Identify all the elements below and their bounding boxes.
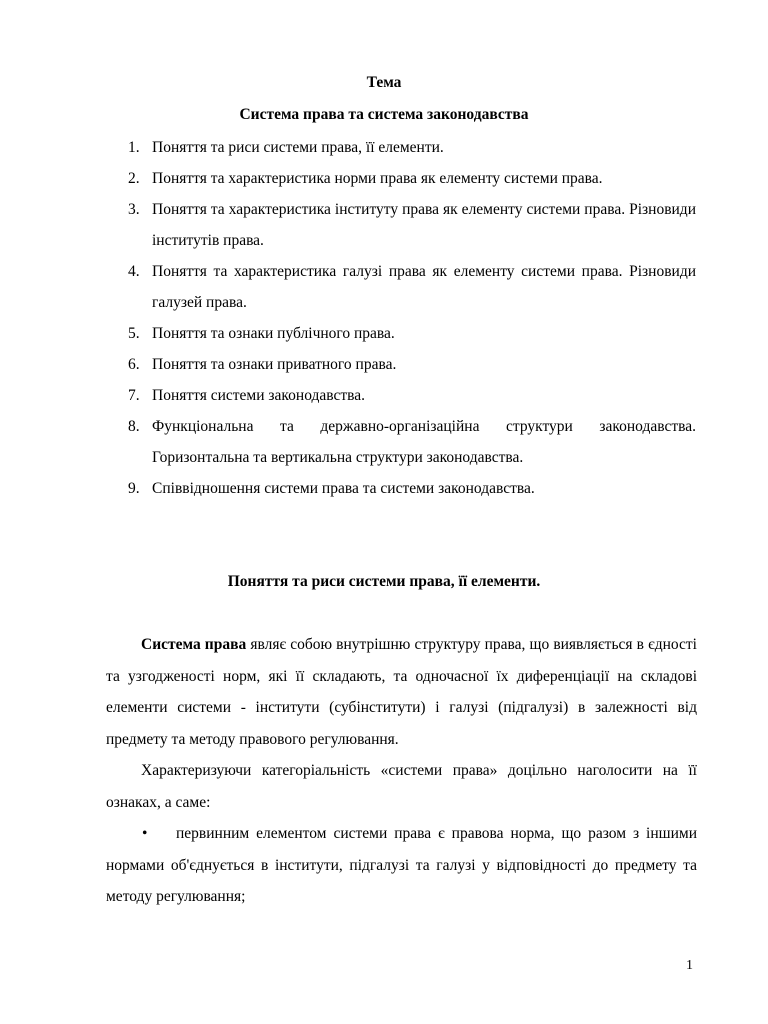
topics-list	[106, 132, 696, 504]
list-item-number: 7.	[128, 387, 140, 404]
list-item-number: 3.	[128, 201, 140, 218]
list-item-text: Поняття та риси системи права, її елементи.	[152, 139, 444, 156]
bold-term: Система права	[141, 636, 247, 653]
list-item-text: Поняття та ознаки приватного права.	[152, 356, 397, 373]
list-item-number: 2.	[128, 170, 140, 187]
list-item-text: Функціональна та державно-організаційна структури законодавства. Горизонтальна та вертикальна структури законодавства.	[152, 418, 696, 466]
list-item	[106, 411, 696, 473]
bullet-icon: •	[142, 825, 148, 842]
list-item-number: 8.	[128, 418, 140, 435]
paragraph-text: Характеризуючи категоріальність «системи права» доцільно наголосити на її ознаках, а саме:	[106, 762, 697, 811]
list-item	[106, 349, 696, 380]
list-item-text: Поняття та характеристика галузі права як елементу системи права. Різновиди галузей права.	[152, 263, 696, 311]
paragraph-text: являє собою внутрішню структуру права, що виявляється в єдності та узгодженості норм, які її складають, та одночасної їх диференціації на складові елементи системи - інститути (субінститути) і галузі (підгалузі) в залежності від предмету та методу правового регулювання.	[106, 636, 697, 748]
list-item	[106, 163, 696, 194]
list-item-text: Поняття та характеристика норми права як елементу системи права.	[152, 170, 603, 187]
list-item-number: 1.	[128, 139, 140, 156]
list-item	[106, 380, 696, 411]
list-item	[106, 132, 696, 163]
list-item-number: 5.	[128, 325, 140, 342]
bullet-text: первинним елементом системи права є правова норма, що разом з іншими нормами об'єднується в інститути, підгалузі та галузі у відповідності до предмету та методу регулювання;	[106, 825, 697, 905]
bullet-item	[106, 818, 697, 913]
list-item-text: Поняття та ознаки публічного права.	[152, 325, 395, 342]
list-item-text: Співвідношення системи права та системи законодавства.	[152, 480, 535, 497]
section-heading: Поняття та риси системи права, її елементи.	[227, 573, 541, 590]
list-item-number: 9.	[128, 480, 140, 497]
list-item-number: 6.	[128, 356, 140, 373]
body-text	[106, 629, 697, 913]
document-title: Тема	[366, 74, 402, 91]
list-item	[106, 256, 696, 318]
list-item	[106, 473, 696, 504]
paragraph	[106, 629, 697, 755]
list-item	[106, 194, 696, 256]
list-item-number: 4.	[128, 263, 140, 280]
list-item	[106, 318, 696, 349]
page-number: 1	[686, 958, 693, 973]
list-item-text: Поняття системи законодавства.	[152, 387, 366, 404]
list-item-text: Поняття та характеристика інституту права як елементу системи права. Різновиди інститутів права.	[152, 201, 696, 249]
paragraph	[106, 755, 697, 818]
document-subtitle: Система права та система законодавства	[239, 106, 529, 123]
